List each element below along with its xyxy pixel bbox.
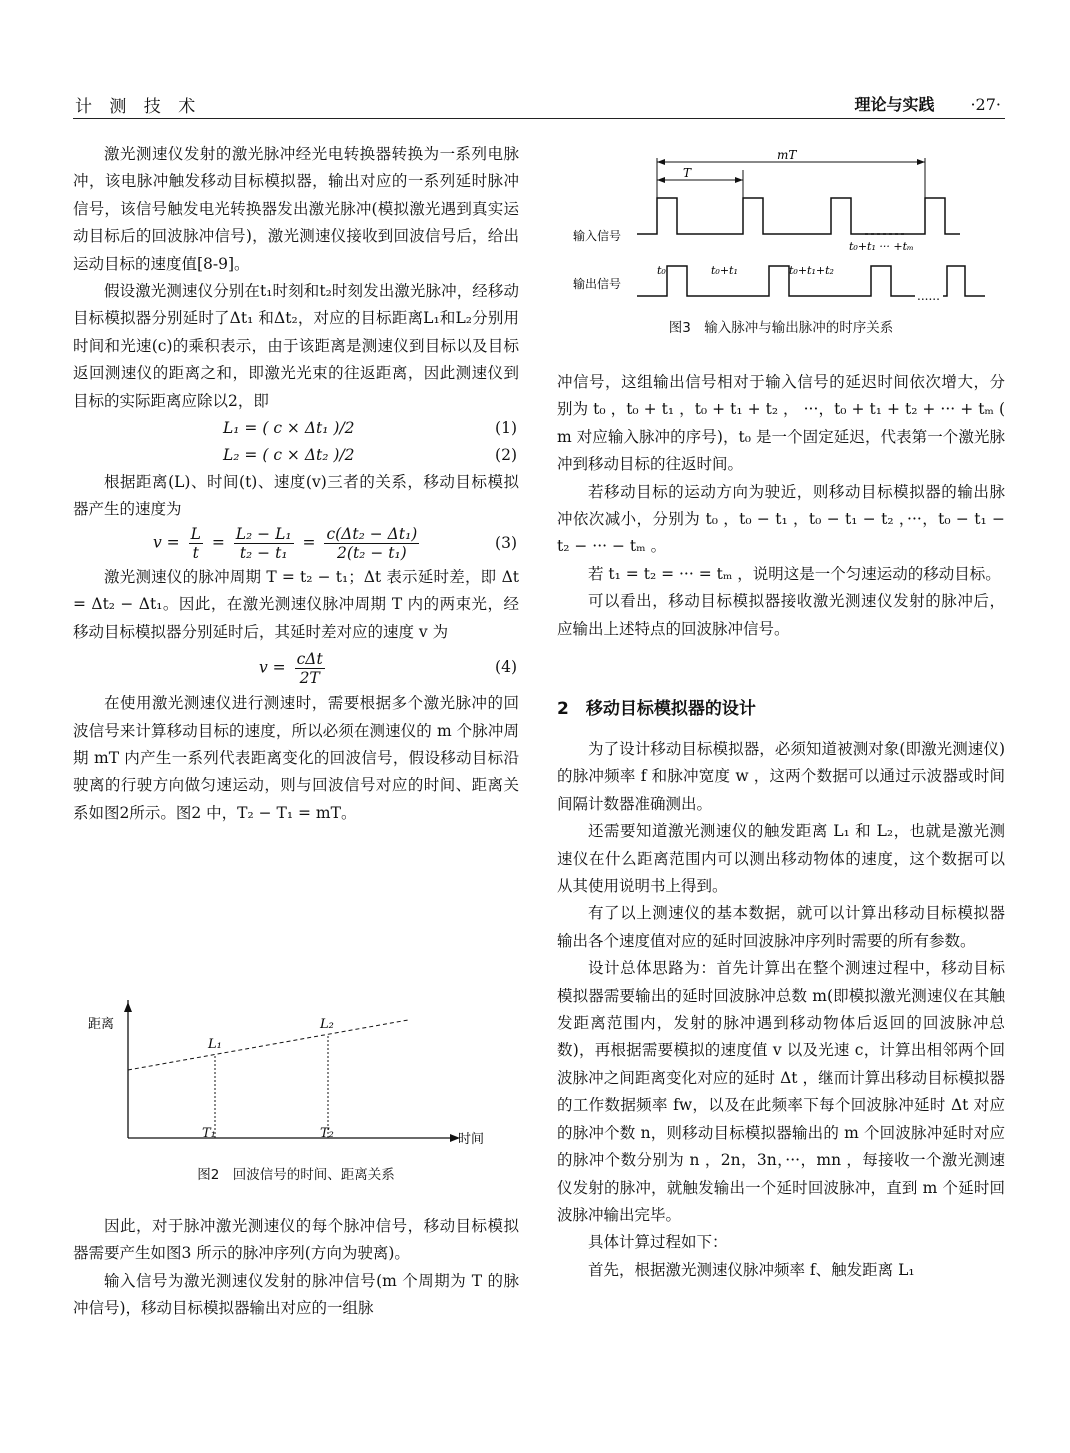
paragraph: 根据距离(L)、时间(t)、速度(v)三者的关系，移动目标模拟器产生的速度为 <box>73 473 519 519</box>
equation-1: L₁ = ( c × Δt₁ )/2 (1) <box>223 418 517 437</box>
section-name: 理论与实践 <box>854 95 935 114</box>
page-header <box>73 92 1005 119</box>
fig3-tm: t₀+t₁ ··· +tₘ <box>849 240 914 253</box>
fig3-mT: mT <box>777 148 797 162</box>
fig3-t0t1: t₀+t₁ <box>711 264 738 277</box>
paragraph: 在使用激光测速仪进行测速时，需要根据多个激光脉冲的回波信号来计算移动目标的速度，所以必须在测速仪的 m 个脉冲周期 mT 内产生一系列代表距离变化的回波信号，假设移动目标沿驶离的行驶方向做匀速运动，则与回波信号对应的时间、距离关系如图2所示。图2 中，T₂ − T₁ = mT。 <box>73 694 519 822</box>
section-title <box>854 92 1001 115</box>
fig2-ylabel: 距离 <box>88 1017 115 1032</box>
fig3-t0: t₀ <box>657 264 666 277</box>
paragraph: 若 t₁ = t₂ = ··· = tₘ ，说明这是一个匀速运动的移动目标。 <box>588 564 1001 583</box>
right-column-bottom <box>557 736 1005 1284</box>
equation-4: v = $\frac{\text{cΔt}}{2T}$ (4) <box>259 649 517 687</box>
paragraph: 为了设计移动目标模拟器，必须知道被测对象(即激光测速仪)的脉冲频率 f 和脉冲宽度 w ，这两个数据可以通过示波器或时间间隔计数器准确测出。 <box>557 740 1005 813</box>
paragraph: 若移动目标的运动方向为驶近，则移动目标模拟器的输出脉冲依次减小，分别为 t₀ ，t₀ − t₁ ，t₀ − t₁ − t₂ ，···，t₀ − t₁ − t₂ − ··· − tₘ 。 <box>557 482 1005 556</box>
fig2-T2-label: T₂ <box>320 1126 334 1141</box>
equation-2: L₂ = ( c × Δt₂ )/2 (2) <box>223 445 517 464</box>
paragraph: 有了以上测速仪的基本数据，就可以计算出移动目标模拟器输出各个速度值对应的延时回波脉冲序列时需要的所有参数。 <box>557 904 1005 950</box>
paragraph: 激光测速仪的脉冲周期 T = t₂ − t₁；Δt 表示延时差，即 Δt = Δt₂ − Δt₁。因此，在激光测速仪脉冲周期 T 内的两束光，经移动目标模拟器分别延时后，其延时差对应的速度 v 为 <box>73 567 519 641</box>
paragraph: 首先，根据激光测速仪脉冲频率 f、触发距离 L₁ <box>588 1260 915 1279</box>
fig2-T1-label: T₁ <box>202 1126 216 1141</box>
fig2-xlabel: 时间 <box>458 1132 485 1147</box>
paragraph: 还需要知道激光测速仪的触发距离 L₁ 和 L₂，也就是激光测速仪在什么距离范围内可以测出移动物体的速度，这个数据可以从其使用说明书上得到。 <box>557 822 1005 896</box>
paragraph: 因此，对于脉冲激光测速仪的每个脉冲信号，移动目标模拟器需要产生如图3 所示的脉冲序列(方向为驶离)。 <box>73 1217 519 1263</box>
fig3-output-label: 输出信号 <box>573 277 622 291</box>
paragraph: 输入信号为激光测速仪发射的脉冲信号(m 个周期为 T 的脉冲信号)，移动目标模拟器输出对应的一组脉 <box>73 1271 519 1318</box>
right-column-top <box>557 369 1005 643</box>
fig3-input-label: 输入信号 <box>573 229 622 243</box>
figure-2-caption: 图2 回波信号的时间、距离关系 <box>197 1167 395 1183</box>
fig3-T: T <box>683 166 692 180</box>
figure-2 <box>88 1000 498 1150</box>
paragraph: 具体计算过程如下： <box>588 1233 728 1252</box>
paragraph: 假设激光测速仪分别在t₁时刻和t₂时刻发出激光脉冲，经移动目标模拟器分别延时了Δt₁ 和Δt₂，对应的目标距离L₁和L₂分别用时间和光速(c)的乘积表示，由于该距离是测速仪到目标以及目标返回测速仪的距离之和，即激光光束的往返距离，因此测速仪到目标的实际距离应除以2，即 <box>73 282 519 410</box>
fig3-t0t1t2: t₀+t₁+t₂ <box>789 264 834 277</box>
paragraph: 冲信号，这组输出信号相对于输入信号的延迟时间依次增大，分别为 t₀ ，t₀ + t₁ ，t₀ + t₁ + t₂ ， ···，t₀ + t₁ + t₂ + ··· + tₘ ( m 对应输入脉冲的序号)，t₀ 是一个固定延迟，代表第一个激光脉冲到移动目标的往返时间。 <box>557 373 1005 474</box>
paragraph: 可以看出，移动目标模拟器接收激光测速仪发射的脉冲后，应输出上述特点的回波脉冲信号。 <box>557 592 1005 638</box>
paragraph: 激光测速仪发射的激光脉冲经光电转换器转换为一系列电脉冲，该电脉冲触发移动目标模拟器，输出对应的一系列延时脉冲信号，该信号触发电光转换器发出激光脉冲(模拟激光遇到真实运动目标后的回波脉冲信号)，激光测速仪接收到回波信号后，给出运动目标的速度值[8-9]。 <box>73 145 519 273</box>
fig2-L1: L₁ <box>208 1037 222 1052</box>
section-heading: 2 移动目标模拟器的设计 <box>557 699 756 719</box>
journal-name: 计 测 技 术 <box>75 97 202 117</box>
left-column <box>73 141 519 827</box>
fig2-L2: L₂ <box>320 1017 334 1032</box>
equation-3: v = $\frac{L}{t}$ = $\frac{\text{L₂ − L₁}}{\text{t₂ − t₁}}$ = $\frac{\text{c(Δt₂ − Δt₁)}}{\text{2(t₂ − t₁)}}$ (3) <box>153 525 517 563</box>
left-column-bottom <box>73 1213 519 1323</box>
figure-3-caption: 图3 输入脉冲与输出脉冲的时序关系 <box>668 320 894 336</box>
paragraph: 设计总体思路为：首先计算出在整个测速过程中，移动目标模拟器需要输出的延时回波脉冲总数 m(即模拟激光测速仪在其触发距离范围内，发射的脉冲遇到移动物体后返回的回波脉冲总数)，再根据需要模拟的速度值 v 以及光速 c，计算出相邻两个回波脉冲之间距离变化对应的延时 Δt ，继而计算出移动目标模拟器的工作数据频率 fw，以及在此频率下每个回波脉冲延时 Δt 对应的脉冲个数 n，则移动目标模拟器输出的 m 个回波脉冲延时对应的脉冲个数分别为 n ，2n，3n，···，mn ，每接收一个激光测速仪发射的脉冲，就触发输出一个延时回波脉冲，直到 m 个延时回波脉冲输出完毕。 <box>557 959 1005 1224</box>
figure-3 <box>565 148 995 308</box>
page-number: ·27· <box>970 95 1001 114</box>
fig3-dots: ...... <box>917 289 940 303</box>
